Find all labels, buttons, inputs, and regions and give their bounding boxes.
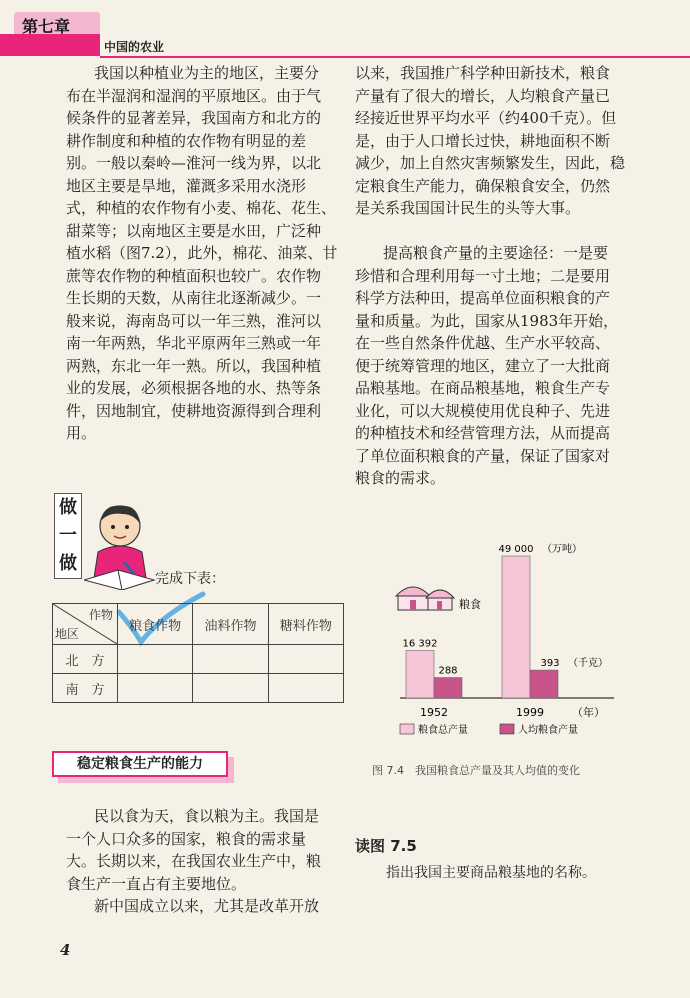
x-tick-label: 1999 [516, 706, 544, 719]
page-number: 4 [60, 941, 71, 959]
x-axis-unit: （年） [572, 706, 605, 719]
header-rule [100, 56, 690, 58]
text-line: 我国以种植业为主的地区，主要分 [94, 64, 320, 82]
legend-label-total: 粮食总产量 [418, 725, 468, 736]
text-line: 量和质量。为此，国家从1983年开始， [355, 311, 619, 330]
text-line: 是关系我国国计民生的头等大事。 [355, 199, 581, 217]
granary-icon [396, 587, 454, 610]
x-tick-label: 1952 [420, 706, 448, 719]
granary-label: 粮食 [459, 598, 481, 611]
column-header: 糖料作物 [268, 604, 343, 645]
text-line: 一个人口众多的国家，粮食的需求量 [66, 829, 307, 848]
text-line: 般来说，海南岛可以一年三熟，淮河以 [66, 311, 322, 330]
section-box-title: 稳定粮食生产的能力 [52, 751, 228, 777]
row-header: 南 方 [53, 674, 118, 703]
activity-icon-char: 一 [59, 525, 77, 546]
grain-production-chart [382, 538, 622, 748]
table-row [53, 645, 344, 674]
text-line: 候条件的显著差异，我国南方和北方的 [66, 109, 322, 127]
activity-icon-char: 做 [59, 497, 77, 518]
empty-cell[interactable] [193, 674, 268, 703]
text-line: 是，由于人口增长过快，耕地面积不断 [355, 131, 611, 150]
read-figure-instruction: 指出我国主要商品粮基地的名称。 [386, 865, 596, 881]
text-line: 耕作制度和种植的农作物有明显的差 [66, 131, 307, 150]
text-line: 用。 [66, 424, 97, 442]
data-label: 49 000 [498, 544, 534, 555]
text-line: 大。长期以来，在我国农业生产中，粮 [66, 852, 322, 870]
left-paragraph-2 [66, 805, 344, 918]
activity-icon-char: 做 [59, 553, 77, 574]
text-line: 蔗等农作物的种植面积也较广。农作物 [66, 266, 322, 285]
corner-top-label: 作物 [88, 608, 113, 622]
crop-fill-table [52, 603, 344, 703]
text-line: 以来，我国推广科学种田新技术，粮食 [355, 64, 611, 82]
empty-cell[interactable] [118, 674, 193, 703]
right-paragraph-1 [355, 62, 645, 220]
section-label: 中国的农业 [104, 40, 165, 54]
student-writing-illustration [84, 500, 156, 590]
legend-swatch-per-capita [500, 724, 514, 734]
text-line: 产量有了很大的增长，人均粮食产量已 [355, 86, 611, 105]
right-paragraph-2 [355, 242, 645, 490]
text-line: 业化，可以大规模使用优良种子、先进 [355, 401, 611, 420]
corner-bottom-label: 地区 [55, 627, 80, 641]
text-line: 两熟，东北一年一熟。所以，我国种植 [66, 356, 322, 375]
empty-cell[interactable] [268, 674, 343, 703]
read-figure-title: 读图 7.5 [355, 837, 417, 855]
text-line: 品粮基地。在商品粮基地，粮食生产专 [355, 379, 611, 397]
text-line: 地区主要是旱地，灌溉多采用水浇形 [66, 176, 307, 195]
empty-cell[interactable] [193, 645, 268, 674]
text-line: 定粮食生产能力，确保粮食安全，仍然 [355, 176, 611, 195]
figure-caption: 图 7.4 我国粮食总产量及其人均值的变化 [372, 764, 580, 777]
bar-1952-total [406, 650, 434, 698]
left-paragraph-1 [66, 62, 344, 445]
text-line: 在一些自然条件优越、生产水平较高、 [355, 334, 611, 352]
chapter-label: 第七章 [22, 17, 71, 36]
text-line: 南一年两熟，华北平原两年三熟或一年 [66, 334, 322, 352]
bar-1999-per-capita [530, 670, 558, 698]
bar-1999-total [502, 556, 530, 698]
data-label: 16 392 [402, 638, 438, 650]
text-line: 新中国成立以来，尤其是改革开放 [94, 897, 320, 915]
text-line: 经接近世界平均水平（约400千克）。但 [355, 109, 617, 127]
empty-cell[interactable] [118, 645, 193, 674]
text-line: 粮食的需求。 [355, 469, 446, 487]
bar-1952-per-capita [434, 678, 462, 698]
column-header: 粮食作物 [118, 604, 193, 645]
table-header-row [53, 604, 344, 645]
legend-swatch-total [400, 724, 414, 734]
table-corner-cell [53, 604, 118, 645]
text-line: 件，因地制宜，使耕地资源得到合理利 [66, 401, 322, 420]
chart-marks [403, 542, 609, 719]
text-line: 布在半湿润和湿润的平原地区。由于气 [66, 86, 322, 105]
chapter-bar [0, 34, 100, 56]
unit-label-total: （万吨） [542, 544, 582, 555]
table-row [53, 674, 344, 703]
legend-label-per-capita: 人均粮食产量 [518, 725, 578, 736]
text-line: 的种植技术和经营管理方法，从而提高 [355, 424, 611, 442]
text-line: 甜菜等；以南地区主要是水田，广泛种 [66, 221, 322, 240]
row-header: 北 方 [53, 645, 118, 674]
text-line: 民以食为天，食以粮为主。我国是 [94, 807, 320, 825]
text-line: 减少，加上自然灾害频繁发生，因此，稳 [355, 154, 626, 172]
text-line: 科学方法种田，提高单位面积粮食的产 [355, 289, 611, 307]
data-label: 288 [438, 665, 458, 677]
text-line: 业的发展，必须根据各地的水、热等条 [66, 379, 322, 397]
activity-prompt: 完成下表： [155, 571, 225, 587]
column-header: 油料作物 [193, 604, 268, 645]
text-line: 式，种植的农作物有小麦、棉花、花生、 [66, 199, 337, 217]
text-line: 珍惜和合理利用每一寸土地；二是要用 [355, 266, 611, 285]
empty-cell[interactable] [268, 645, 343, 674]
text-line: 便于统筹管理的地区，建立了一大批商 [355, 356, 611, 375]
text-line: 别。一般以秦岭—淮河一线为界，以北 [66, 154, 322, 172]
text-line: 植水稻（图7.2），此外，棉花、油菜、甘 [66, 244, 338, 262]
text-line: 提高粮食产量的主要途径：一是要 [383, 244, 609, 262]
data-label: 393 [540, 658, 560, 670]
activity-icon [54, 493, 82, 579]
text-line: 生长期的天数，从南往北逐渐减少。一 [66, 289, 322, 307]
text-line: 了单位面积粮食的产量，保证了国家对 [355, 446, 611, 465]
unit-label-per-capita: （千克） [568, 658, 608, 669]
text-line: 食生产一直占有主要地位。 [66, 874, 247, 893]
